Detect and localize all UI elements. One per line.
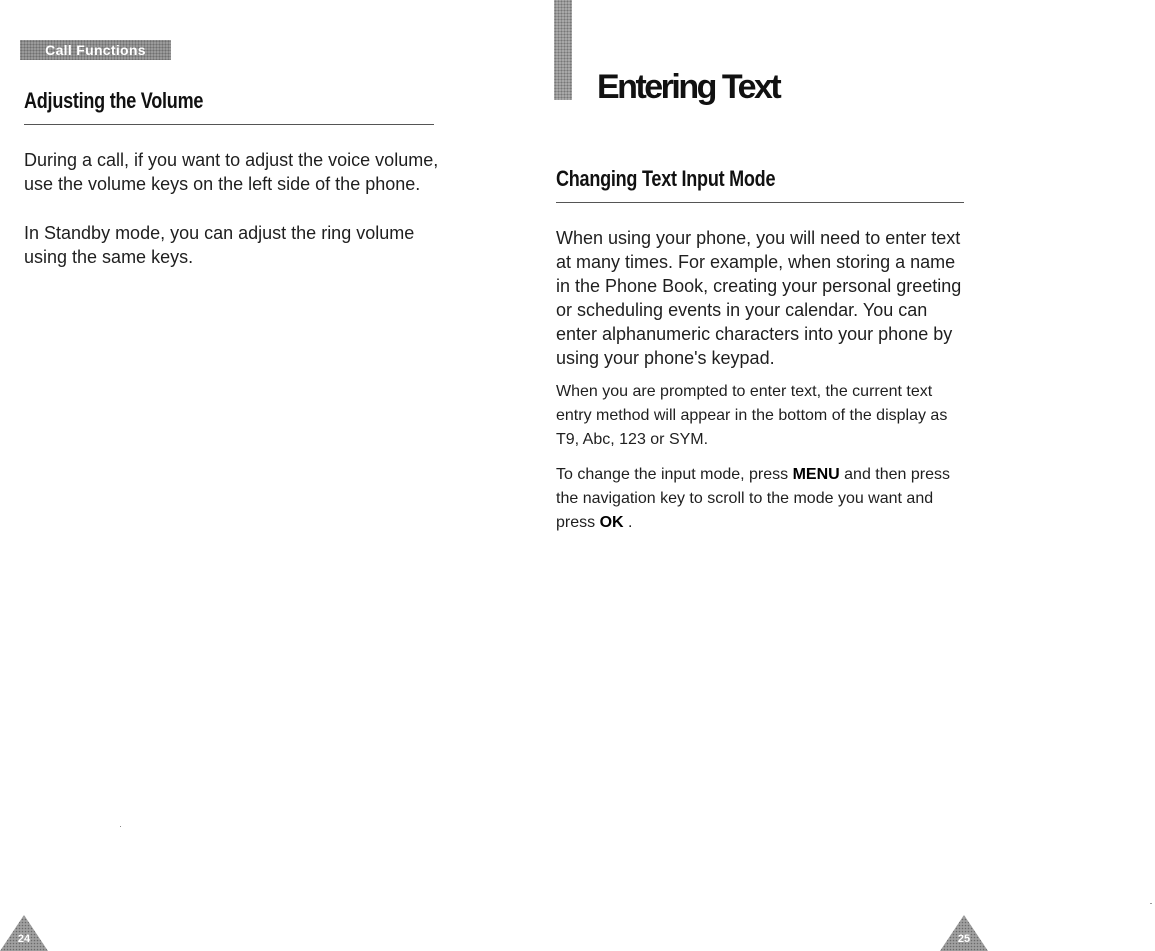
right-paragraph-1: When using your phone, you will need to enter text at many times. For example, when storing a name in the Phone Book, creating your personal greeting or scheduling events in your calendar. You can enter alphanumeric characters into your phone by using your phone's keypad. <box>556 228 962 368</box>
left-paragraph-2: In Standby mode, you can adjust the ring volume using the same keys. <box>24 223 415 267</box>
right-heading: Changing Text Input Mode <box>556 166 776 191</box>
instruction-text-before: To change the input mode, press <box>556 466 793 483</box>
instruction-text-middle: and then press the navigation key to scroll to the mode you want and press <box>556 466 950 531</box>
left-heading-rule <box>24 124 434 125</box>
page-number-marker-right <box>940 915 988 951</box>
right-paragraph-3 <box>556 463 966 535</box>
section-tab-label: Call Functions <box>45 42 146 58</box>
chapter-bar <box>554 0 572 100</box>
right-heading-rule <box>556 202 964 203</box>
left-heading: Adjusting the Volume <box>24 88 204 113</box>
ok-key-label: OK <box>599 514 624 531</box>
page-number-right: 25 <box>957 933 971 945</box>
right-paragraph-2: When you are prompted to enter text, the current text entry method will appear in the bottom of the display as T9, Abc, 123 or SYM. <box>556 383 948 448</box>
scan-speck <box>120 826 121 827</box>
chapter-title: Entering Text <box>597 68 780 106</box>
page-number-left: 24 <box>17 933 31 945</box>
instruction-text-after: . <box>623 514 633 531</box>
left-paragraph-1: During a call, if you want to adjust the voice volume, use the volume keys on the left side of the phone. <box>24 150 439 194</box>
scan-speck <box>1150 903 1152 904</box>
page-number-marker-left <box>0 915 48 951</box>
section-tab <box>20 40 171 60</box>
menu-key-label: MENU <box>792 466 840 483</box>
